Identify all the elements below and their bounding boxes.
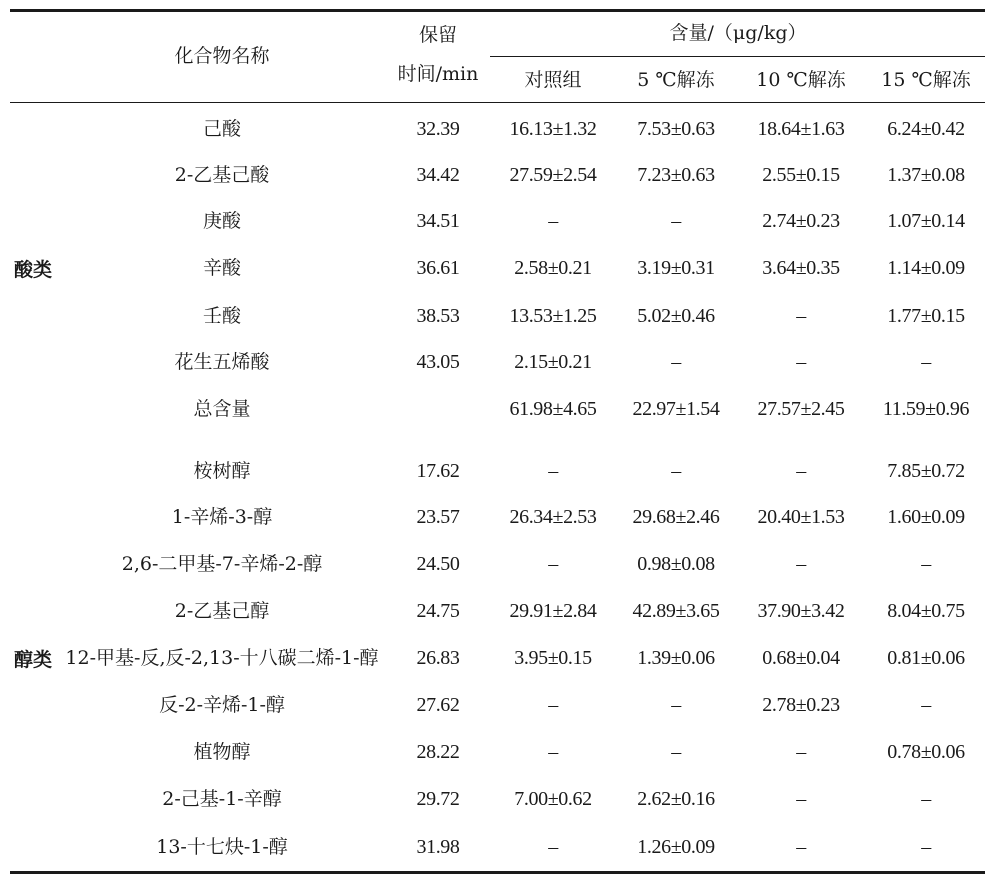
- compound-name-cell: 辛酸: [202, 257, 242, 279]
- retention-time-cell: 28.22: [416, 741, 460, 763]
- content-value-cell: 1.26±0.09: [637, 836, 715, 858]
- content-value-cell: –: [548, 460, 558, 482]
- compound-name-cell: 己酸: [202, 118, 242, 140]
- content-value-cell: –: [796, 741, 806, 763]
- content-value-cell: 1.39±0.06: [637, 647, 715, 669]
- content-value-cell: 18.64±1.63: [757, 118, 845, 140]
- retention-time-cell: 17.62: [416, 460, 460, 482]
- header-compound-name: 化合物名称: [174, 45, 270, 67]
- content-value-cell: –: [796, 553, 806, 575]
- content-value-cell: 0.78±0.06: [887, 741, 965, 763]
- content-value-cell: 6.24±0.42: [887, 118, 965, 140]
- category-acids: 酸类: [14, 259, 53, 281]
- compound-name-cell: 植物醇: [193, 741, 251, 763]
- header-retention-line1: 保留: [418, 24, 458, 46]
- content-value-cell: –: [796, 836, 806, 858]
- content-value-cell: –: [671, 694, 681, 716]
- content-value-cell: –: [548, 694, 558, 716]
- compound-name-cell: 13-十七炔-1-醇: [156, 836, 288, 858]
- content-value-cell: 3.95±0.15: [514, 647, 592, 669]
- content-value-cell: 7.85±0.72: [887, 460, 965, 482]
- content-value-cell: 1.60±0.09: [887, 506, 965, 528]
- content-value-cell: 7.00±0.62: [514, 788, 592, 810]
- content-value-cell: 29.68±2.46: [632, 506, 720, 528]
- retention-time-cell: 34.51: [416, 210, 460, 232]
- top-rule: [10, 9, 985, 12]
- retention-time-cell: 31.98: [416, 836, 460, 858]
- compound-name-cell: 反-2-辛烯-1-醇: [159, 694, 285, 716]
- content-value-cell: 2.74±0.23: [762, 210, 840, 232]
- retention-time-cell: 36.61: [416, 257, 460, 279]
- content-value-cell: 0.68±0.04: [762, 647, 840, 669]
- content-value-cell: 11.59±0.96: [882, 398, 970, 420]
- content-value-cell: 8.04±0.75: [887, 600, 965, 622]
- content-value-cell: –: [796, 305, 806, 327]
- content-value-cell: –: [671, 741, 681, 763]
- content-value-cell: 2.78±0.23: [762, 694, 840, 716]
- header-group-control: 对照组: [524, 69, 582, 91]
- content-value-cell: 2.58±0.21: [514, 257, 592, 279]
- content-value-cell: –: [921, 836, 931, 858]
- content-value-cell: 0.81±0.06: [887, 647, 965, 669]
- compound-name-cell: 2,6-二甲基-7-辛烯-2-醇: [121, 553, 323, 575]
- bottom-rule: [10, 871, 985, 874]
- compound-name-cell: 花生五烯酸: [174, 351, 270, 373]
- compound-name-cell: 桉树醇: [193, 460, 251, 482]
- content-value-cell: 2.62±0.16: [637, 788, 715, 810]
- content-value-cell: –: [548, 836, 558, 858]
- compound-name-cell: 2-乙基己酸: [174, 164, 270, 186]
- content-value-cell: 13.53±1.25: [509, 305, 597, 327]
- content-value-cell: 5.02±0.46: [637, 305, 715, 327]
- category-alcohols: 醇类: [14, 649, 53, 671]
- content-value-cell: –: [671, 351, 681, 373]
- content-value-cell: 1.14±0.09: [887, 257, 965, 279]
- content-value-cell: 16.13±1.32: [509, 118, 597, 140]
- retention-time-cell: 32.39: [416, 118, 460, 140]
- content-value-cell: –: [548, 210, 558, 232]
- retention-time-cell: 27.62: [416, 694, 460, 716]
- content-value-cell: –: [796, 460, 806, 482]
- content-value-cell: 7.53±0.63: [637, 118, 715, 140]
- header-group-5c: 5 ℃解冻: [637, 69, 715, 91]
- content-value-cell: 3.64±0.35: [762, 257, 840, 279]
- header-content: 含量/（μg/kg）: [669, 22, 807, 44]
- content-value-cell: –: [548, 553, 558, 575]
- retention-time-cell: 38.53: [416, 305, 460, 327]
- compound-name-cell: 12-甲基-反,反-2,13-十八碳二烯-1-醇: [65, 647, 379, 669]
- content-value-cell: 3.19±0.31: [637, 257, 715, 279]
- content-value-cell: 27.59±2.54: [509, 164, 597, 186]
- content-subheader-rule: [490, 56, 985, 57]
- compound-name-cell: 2-乙基己醇: [174, 600, 270, 622]
- content-value-cell: –: [921, 351, 931, 373]
- retention-time-cell: 29.72: [416, 788, 460, 810]
- content-value-cell: 26.34±2.53: [509, 506, 597, 528]
- retention-time-cell: 43.05: [416, 351, 460, 373]
- header-group-10c: 10 ℃解冻: [756, 69, 846, 91]
- compound-name-cell: 总含量: [193, 398, 251, 420]
- content-value-cell: –: [921, 553, 931, 575]
- header-group-15c: 15 ℃解冻: [881, 69, 971, 91]
- content-value-cell: 22.97±1.54: [632, 398, 720, 420]
- content-value-cell: 42.89±3.65: [632, 600, 720, 622]
- compound-name-cell: 壬酸: [202, 305, 242, 327]
- content-value-cell: 0.98±0.08: [637, 553, 715, 575]
- content-value-cell: –: [671, 210, 681, 232]
- content-value-cell: 37.90±3.42: [757, 600, 845, 622]
- compound-name-cell: 1-辛烯-3-醇: [171, 506, 273, 528]
- content-value-cell: 27.57±2.45: [757, 398, 845, 420]
- header-bottom-rule: [10, 102, 985, 103]
- retention-time-cell: 26.83: [416, 647, 460, 669]
- retention-time-cell: 34.42: [416, 164, 460, 186]
- content-value-cell: –: [921, 788, 931, 810]
- content-value-cell: –: [796, 788, 806, 810]
- content-value-cell: –: [671, 460, 681, 482]
- retention-time-cell: 24.50: [416, 553, 460, 575]
- content-value-cell: 2.55±0.15: [762, 164, 840, 186]
- compound-name-cell: 2-己基-1-辛醇: [162, 788, 282, 810]
- content-value-cell: 29.91±2.84: [509, 600, 597, 622]
- content-value-cell: 1.07±0.14: [887, 210, 965, 232]
- content-value-cell: 7.23±0.63: [637, 164, 715, 186]
- compound-name-cell: 庚酸: [202, 210, 242, 232]
- content-value-cell: 1.37±0.08: [887, 164, 965, 186]
- retention-time-cell: 24.75: [416, 600, 460, 622]
- content-value-cell: –: [921, 694, 931, 716]
- retention-time-cell: 23.57: [416, 506, 460, 528]
- content-value-cell: –: [796, 351, 806, 373]
- content-value-cell: 2.15±0.21: [514, 351, 592, 373]
- content-value-cell: 20.40±1.53: [757, 506, 845, 528]
- content-value-cell: –: [548, 741, 558, 763]
- content-value-cell: 61.98±4.65: [509, 398, 597, 420]
- content-value-cell: 1.77±0.15: [887, 305, 965, 327]
- header-retention-line2: 时间/min: [397, 63, 479, 85]
